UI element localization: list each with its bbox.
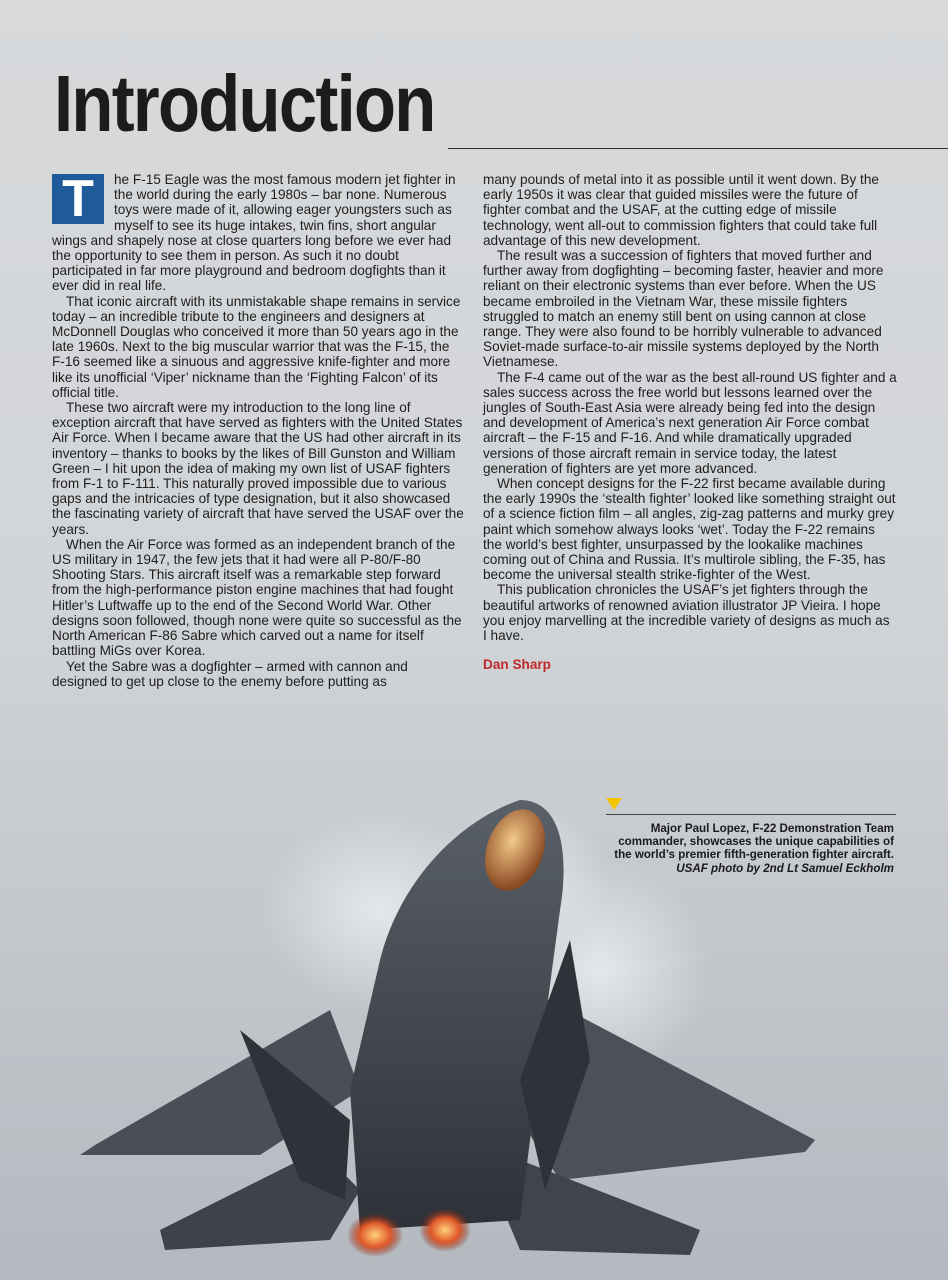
paragraph: When the Air Force was formed as an independent branch of the US military in 1947, the few jets that it had were all P-80/F-80 Shooting Stars. This aircraft itself was a remarkable step forward from the high-performance piston engine machines that had fought Hitler’s Luftwaffe up to the end of the Second World War. Other designs soon followed, though none were quite so successful as the North American F-86 Sabre which carved out a name for itself battling MiGs over Korea. (52, 536, 462, 659)
paragraph: These two aircraft were my introduction to the long line of exception aircraft that have served as fighters with the United States Air Force. When I became aware that the US had other aircraft in its inventory – thanks to books by the likes of Bill Gunston and William Green – I hit upon the idea of making my own list of USAF fighters from F-1 to F-111. This naturally proved impossible due to various gaps and the intricacies of type designation, but it also showcased the fascinating variety of aircraft that have served the USAF over the years. (52, 400, 464, 537)
paragraph: many pounds of metal into it as possible until it went down. By the early 1950s it was clear that guided missiles were the future of fighter combat and the USAF, at the cutting edge of missile technology, went all-out to commission fighters that could take full advantage of this new development. (483, 172, 879, 248)
paragraph: That iconic aircraft with its unmistakable shape remains in service today – an incredible tribute to the engineers and designers at McDonnell Douglas who conceived it more than 50 years ago in the late 1960s. Next to the big muscular warrior that was the F-15, the F-16 seemed like a sinuous and aggressive knife-fighter and more like its unofficial ‘Viper’ nickname than the ‘Fighting Falcon’ of its official title. (52, 293, 461, 400)
photo-caption (604, 822, 894, 875)
paragraph (52, 172, 464, 294)
exhaust-flame (347, 1213, 403, 1257)
paragraph: When concept designs for the F-22 first became available during the early 1990s the ‘stealth fighter’ looked like something straight out of a science fiction film – all angles, zig-zag patterns and murky grey paint which somehow always looks ‘wet’. Today the F-22 remains the world’s best fighter, unsurpassed by the lookalike machines coming out of China and Russia. It’s multirole sibling, the F-35, has become the universal stealth strike-fighter of the West. (483, 476, 896, 583)
page-title: Introduction (54, 59, 435, 148)
paragraph: The F-4 came out of the war as the best all-round US fighter and a sales success across the free world but lessons learned over the jungles of South-East Asia were already being fed into the design and development of America’s next generation Air Force combat aircraft – the F-15 and F-16. And while dramatically upgraded versions of those aircraft remain in service today, the latest generation of fighters are yet more advanced. (483, 369, 897, 476)
article-column-left (52, 172, 464, 689)
paragraph-text: he F-15 Eagle was the most famous modern jet fighter in the world during the early 1980s – bar none. Numerous toys were made of it, allowing eager youngsters such as myself to see its huge intakes, twin fins, short angular wings and shapely nose at close quarters long before we ever had the opportunity to see them in person. As such it no doubt participated in far more playground and bedroom dogfights than it ever did in real life. (52, 172, 456, 294)
article-column-right (483, 172, 897, 673)
caption-marker-icon (606, 798, 622, 810)
author-byline: Dan Sharp (483, 657, 551, 673)
caption-rule (606, 814, 896, 815)
title-rule (448, 148, 948, 149)
caption-text: Major Paul Lopez, F-22 Demonstration Team commander, showcases the unique capabilities of the world’s premier fifth-generation fighter aircraft. (614, 822, 894, 862)
paragraph: This publication chronicles the USAF’s jet fighters through the beautiful artworks of renowned aviation illustrator JP Vieira. I hope you enjoy marvelling at the incredible variety of designs as much as I have. (483, 582, 890, 644)
paragraph: Yet the Sabre was a dogfighter – armed with cannon and designed to get up close to the enemy before putting as (52, 658, 408, 689)
paragraph: The result was a succession of fighters that moved further and further away from dogfighting – becoming faster, heavier and more reliant on their electronic systems than ever before. When the US became embroiled in the Vietnam War, these missile fighters struggled to match an enemy still bent on using cannon at close range. They were also found to be horribly vulnerable to advanced Soviet-made surface-to-air missile systems deployed by the North Vietnamese. (483, 248, 884, 370)
drop-cap: T (52, 174, 104, 224)
caption-credit: USAF photo by 2nd Lt Samuel Eckholm (676, 861, 894, 875)
exhaust-flame (419, 1208, 471, 1252)
